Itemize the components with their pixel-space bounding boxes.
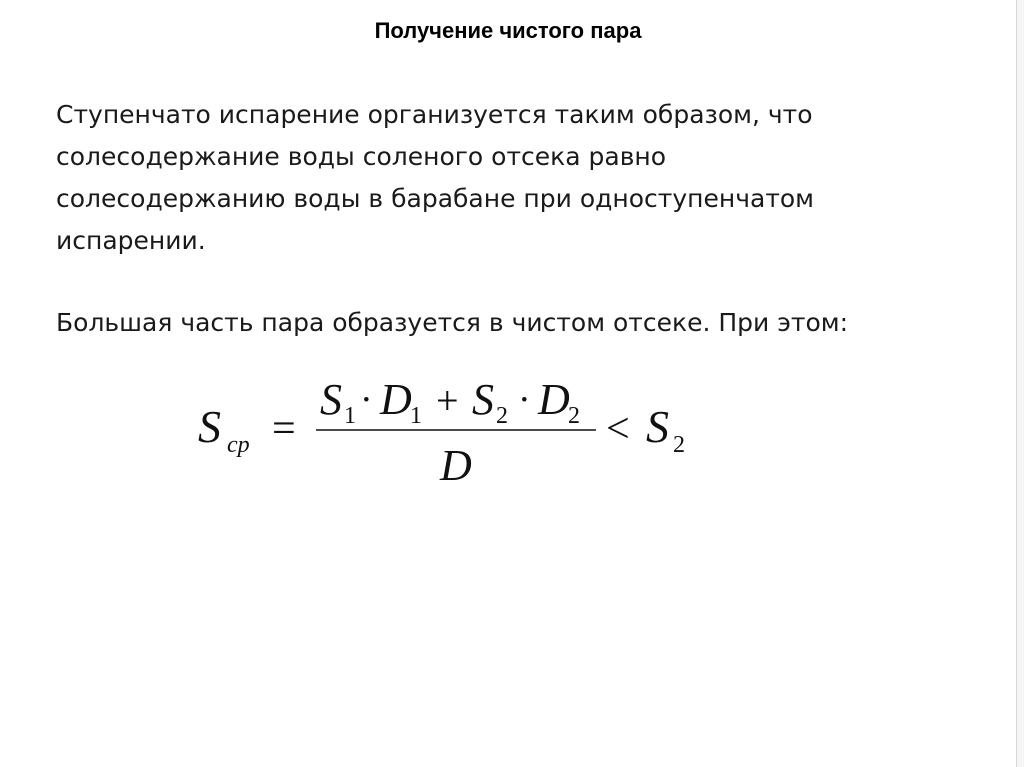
formula-num-s2: S [472, 375, 494, 424]
paragraph-line: солесодержание воды соленого отсека равно [56, 142, 667, 171]
formula-num-d2: D [538, 375, 570, 424]
formula-num-s1: S [320, 375, 342, 424]
paragraph-steam: Большая часть пара образуется в чистом отсеке. При этом: [56, 308, 849, 337]
paragraph-evaporation [56, 94, 814, 262]
viewer-gutter [1017, 0, 1024, 767]
formula-lhs-symbol: S [198, 401, 221, 452]
formula-less-than: < [606, 406, 630, 452]
formula-num-d1: D [380, 375, 412, 424]
paragraph-line: Ступенчато испарение организуется таким образом, что [56, 100, 813, 129]
formula-num-s2-sub: 2 [496, 403, 508, 429]
paragraph-line: солесодержанию воды в барабане при одноступенчатом [56, 184, 815, 213]
formula-num-d2-sub: 2 [568, 403, 580, 429]
formula-equals: = [272, 406, 296, 452]
formula-num-s1-sub: 1 [344, 403, 356, 429]
formula [196, 372, 716, 492]
formula-denominator: D [440, 441, 472, 490]
formula-num-d1-sub: 1 [410, 403, 422, 429]
slide-title: Получение чистого пара [374, 18, 642, 43]
formula-rhs-symbol: S [646, 401, 669, 452]
formula-rhs-subscript: 2 [673, 432, 685, 458]
formula-num-dot1: · [360, 379, 373, 421]
paragraph-line: испарении. [56, 226, 206, 255]
formula-num-plus: + [436, 378, 459, 423]
formula-num-dot2: · [518, 379, 531, 421]
formula-lhs-subscript: cp [227, 432, 250, 458]
